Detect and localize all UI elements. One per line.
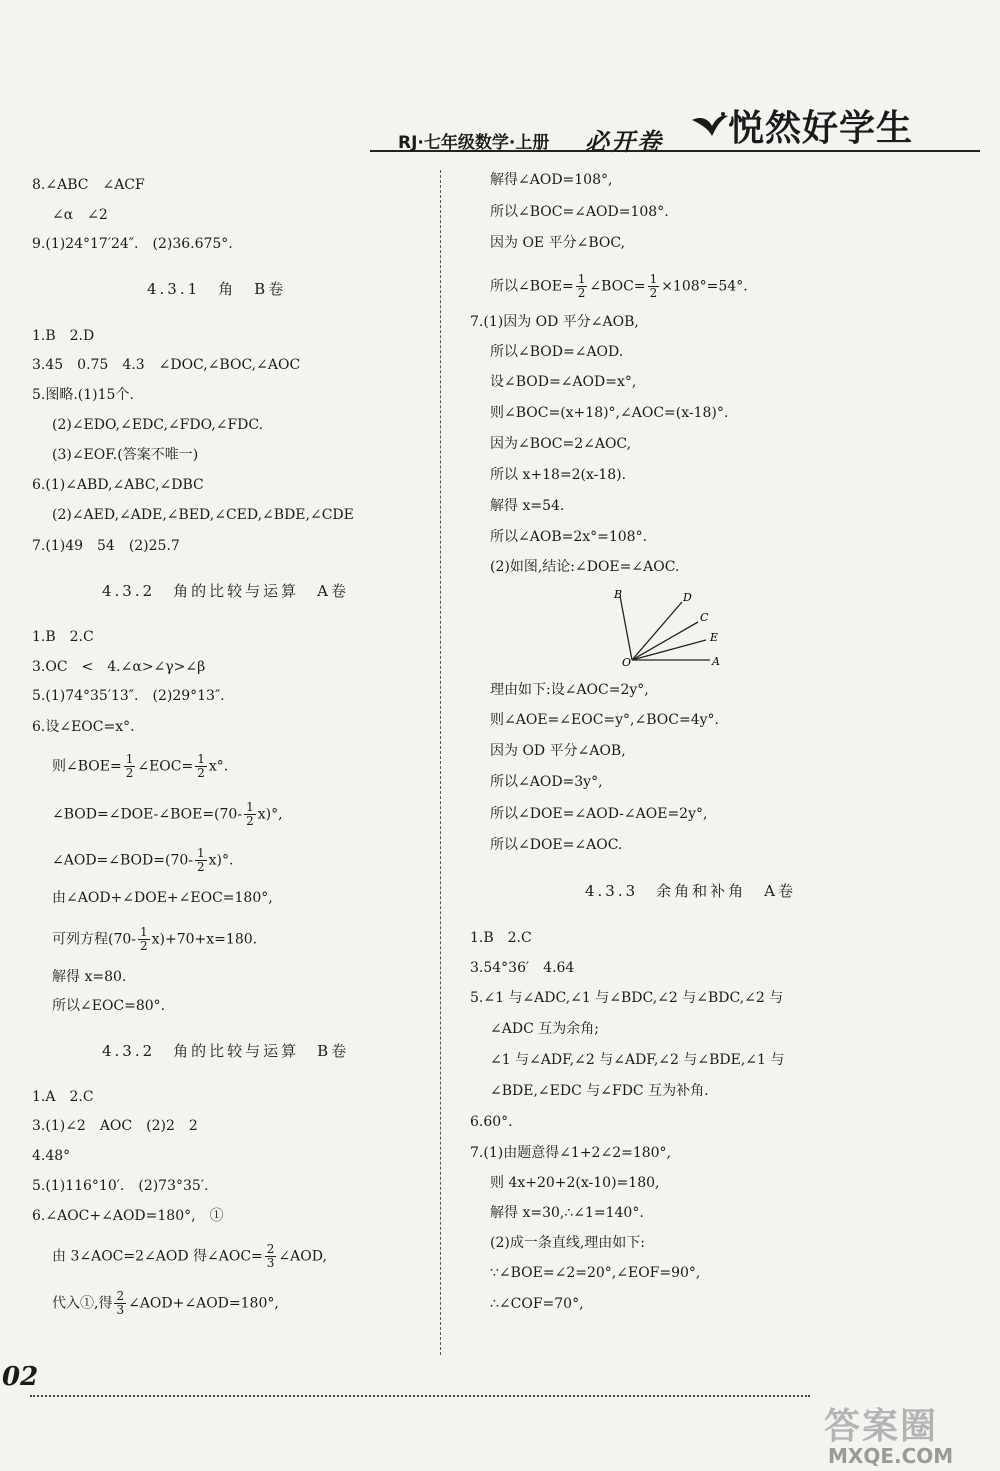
answer-line: ∵∠BOE=∠2=20°,∠EOF=90°, [490, 1265, 701, 1281]
answer-line: 6.设∠EOC=x°. [32, 719, 135, 735]
answer-line: 设∠BOD=∠AOD=x°, [490, 374, 637, 390]
answer-line: 7.(1)由题意得∠1+2∠2=180°, [470, 1145, 672, 1161]
footer-rule [30, 1395, 810, 1397]
answer-line: ∠BDE,∠EDC 与∠FDC 互为补角. [490, 1083, 709, 1099]
bird-logo-icon [690, 106, 730, 140]
answer-line: 3.45 0.75 4.3 ∠DOC,∠BOC,∠AOC [32, 357, 301, 373]
fraction: $\frac{1}{2}$ [246, 800, 254, 828]
fraction: $\frac{1}{2}$ [649, 272, 658, 300]
answer-line: 可列方程(70- $\frac{1}{2}$ x)+70+x=180. [52, 925, 258, 953]
answer-line: 解得 x=54. [490, 498, 565, 514]
label-a: A [712, 655, 720, 668]
fraction: $\frac{1}{2}$ [577, 272, 586, 300]
answer-line: 则∠AOE=∠EOC=y°,∠BOC=4y°. [490, 712, 719, 728]
answer-line: 7.(1)因为 OD 平分∠AOB, [470, 314, 639, 330]
answer-line: 4.48° [32, 1148, 71, 1164]
answer-line: 由∠AOD+∠DOE+∠EOC=180°, [52, 890, 273, 906]
answer-line: 3.(1)∠2 AOC (2)2 2 [32, 1118, 198, 1134]
answer-line: 所以∠AOB=2x°=108°. [490, 529, 648, 545]
answer-line: 则 4x+20+2(x-10)=180, [490, 1175, 660, 1191]
answer-line: ∠AOD=∠BOD=(70- $\frac{1}{2}$ x)°. [52, 846, 234, 874]
ray-oc [632, 622, 698, 660]
header-subtitle: RJ·七年级数学·上册 [398, 133, 550, 153]
answer-line: 则∠BOC=(x+18)°,∠AOC=(x-18)°. [490, 405, 729, 421]
fraction: $\frac{1}{2}$ [197, 846, 205, 874]
answer-line: 9.(1)24°17′24″. (2)36.675°. [32, 236, 233, 252]
answer-line: 所以∠AOD=3y°, [490, 774, 603, 790]
answer-line: 代入①,得 $\frac{2}{3}$ ∠AOD+∠AOD=180°, [52, 1289, 279, 1317]
label-d: D [683, 591, 692, 604]
answer-line: 8.∠ABC ∠ACF [32, 177, 145, 193]
answer-line: 解得∠AOD=108°, [490, 172, 613, 188]
watermark [818, 1398, 998, 1468]
answer-line: 1.B 2.C [32, 629, 94, 645]
fraction: $\frac{2}{3}$ [116, 1289, 125, 1317]
answer-line: 5.∠1 与∠ADC,∠1 与∠BDC,∠2 与∠BDC,∠2 与 [470, 990, 784, 1006]
fraction: $\frac{1}{2}$ [125, 752, 134, 780]
answer-line: 所以∠BOD=∠AOD. [490, 344, 624, 360]
ray-oe [632, 640, 706, 660]
answer-line: 5.图略.(1)15个. [32, 387, 134, 403]
answer-line: 因为∠BOC=2∠AOC, [490, 436, 632, 452]
answer-line: 1.A 2.C [32, 1089, 94, 1105]
answer-line: 所以 x+18=2(x-18). [490, 467, 627, 483]
watermark-logo: 答案圈 [824, 1406, 939, 1447]
answer-line: 所以∠EOC=80°. [52, 998, 166, 1014]
answer-line: 解得 x=30,∴∠1=140°. [490, 1205, 644, 1221]
answer-line: ∠BOD=∠DOE-∠BOE=(70- $\frac{1}{2}$ x)°, [52, 800, 283, 828]
answer-line: 所以∠BOE= $\frac{1}{2}$ ∠BOC= $\frac{1}{2}$ ×108°=54°. [490, 272, 748, 300]
answer-line: 因为 OD 平分∠AOB, [490, 743, 626, 759]
answer-line: 5.(1)116°10′. (2)73°35′. [32, 1178, 209, 1194]
answer-line: 3.54°36′ 4.64 [470, 960, 575, 976]
section-title: 4.3.2 角的比较与运算 A卷 [102, 582, 350, 600]
answer-line: 6.(1)∠ABD,∠ABC,∠DBC [32, 477, 204, 493]
answer-line: (2)∠EDO,∠EDC,∠FDO,∠FDC. [52, 417, 264, 433]
label-o: O [622, 656, 632, 669]
column-divider [440, 170, 441, 1355]
answer-line: 所以∠DOE=∠AOC. [490, 837, 623, 853]
header-brand: 悦然好学生 [728, 108, 914, 149]
watermark-url: MXQE.COM [828, 1444, 954, 1468]
answer-line: 由 3∠AOC=2∠AOD 得∠AOC= $\frac{2}{3}$ ∠AOD, [52, 1242, 327, 1270]
answer-line: 1.B 2.C [470, 930, 532, 946]
fraction: $\frac{1}{2}$ [197, 752, 205, 780]
ray-od [632, 602, 682, 660]
answer-line: 则∠BOE= $\frac{1}{2}$ ∠EOC= $\frac{1}{2}$ x°. [52, 752, 229, 780]
answer-line: 6.∠AOC+∠AOD=180°, ① [32, 1208, 224, 1224]
answer-line: 所以∠BOC=∠AOD=108°. [490, 204, 669, 220]
section-title: 4.3.1 角 B卷 [147, 280, 287, 298]
answer-line: 5.(1)74°35′13″. (2)29°13″. [32, 688, 225, 704]
answer-line: 1.B 2.D [32, 328, 95, 344]
answer-line: ∠ADC 互为余角; [490, 1021, 599, 1037]
page-number: 02 [2, 1362, 39, 1392]
answer-line: 因为 OE 平分∠BOC, [490, 235, 626, 251]
label-c: C [700, 611, 709, 624]
answer-line: ∠α ∠2 [52, 207, 108, 223]
answer-line: (2)如图,结论:∠DOE=∠AOC. [490, 559, 680, 575]
answer-line: (2)∠AED,∠ADE,∠BED,∠CED,∠BDE,∠CDE [52, 507, 354, 523]
section-title: 4.3.2 角的比较与运算 B卷 [102, 1042, 350, 1060]
answer-line: (2)成一条直线,理由如下: [490, 1235, 645, 1251]
section-title: 4.3.3 余角和补角 A卷 [585, 882, 796, 900]
fraction: $\frac{2}{3}$ [266, 1242, 275, 1270]
answer-line: 7.(1)49 54 (2)25.7 [32, 538, 180, 554]
fraction: $\frac{1}{2}$ [140, 925, 148, 953]
answer-line: (3)∠EOF.(答案不唯一) [52, 447, 199, 463]
answer-line: 理由如下:设∠AOC=2y°, [490, 682, 649, 698]
label-b: B [614, 588, 623, 601]
header-rule [370, 150, 980, 152]
ray-ob [620, 596, 632, 660]
page-header [370, 100, 990, 158]
label-e: E [710, 631, 719, 644]
answer-line: 解得 x=80. [52, 969, 127, 985]
header-tag: 必开卷 [585, 127, 663, 156]
angle-diagram [610, 588, 730, 672]
answer-line: 所以∠DOE=∠AOD-∠AOE=2y°, [490, 806, 708, 822]
answer-line: ∠1 与∠ADF,∠2 与∠ADF,∠2 与∠BDE,∠1 与 [490, 1052, 785, 1068]
answer-line: 3.OC < 4.∠α>∠γ>∠β [32, 659, 206, 675]
answer-line: 6.60°. [470, 1114, 513, 1130]
answer-line: ∴∠COF=70°, [490, 1296, 584, 1312]
